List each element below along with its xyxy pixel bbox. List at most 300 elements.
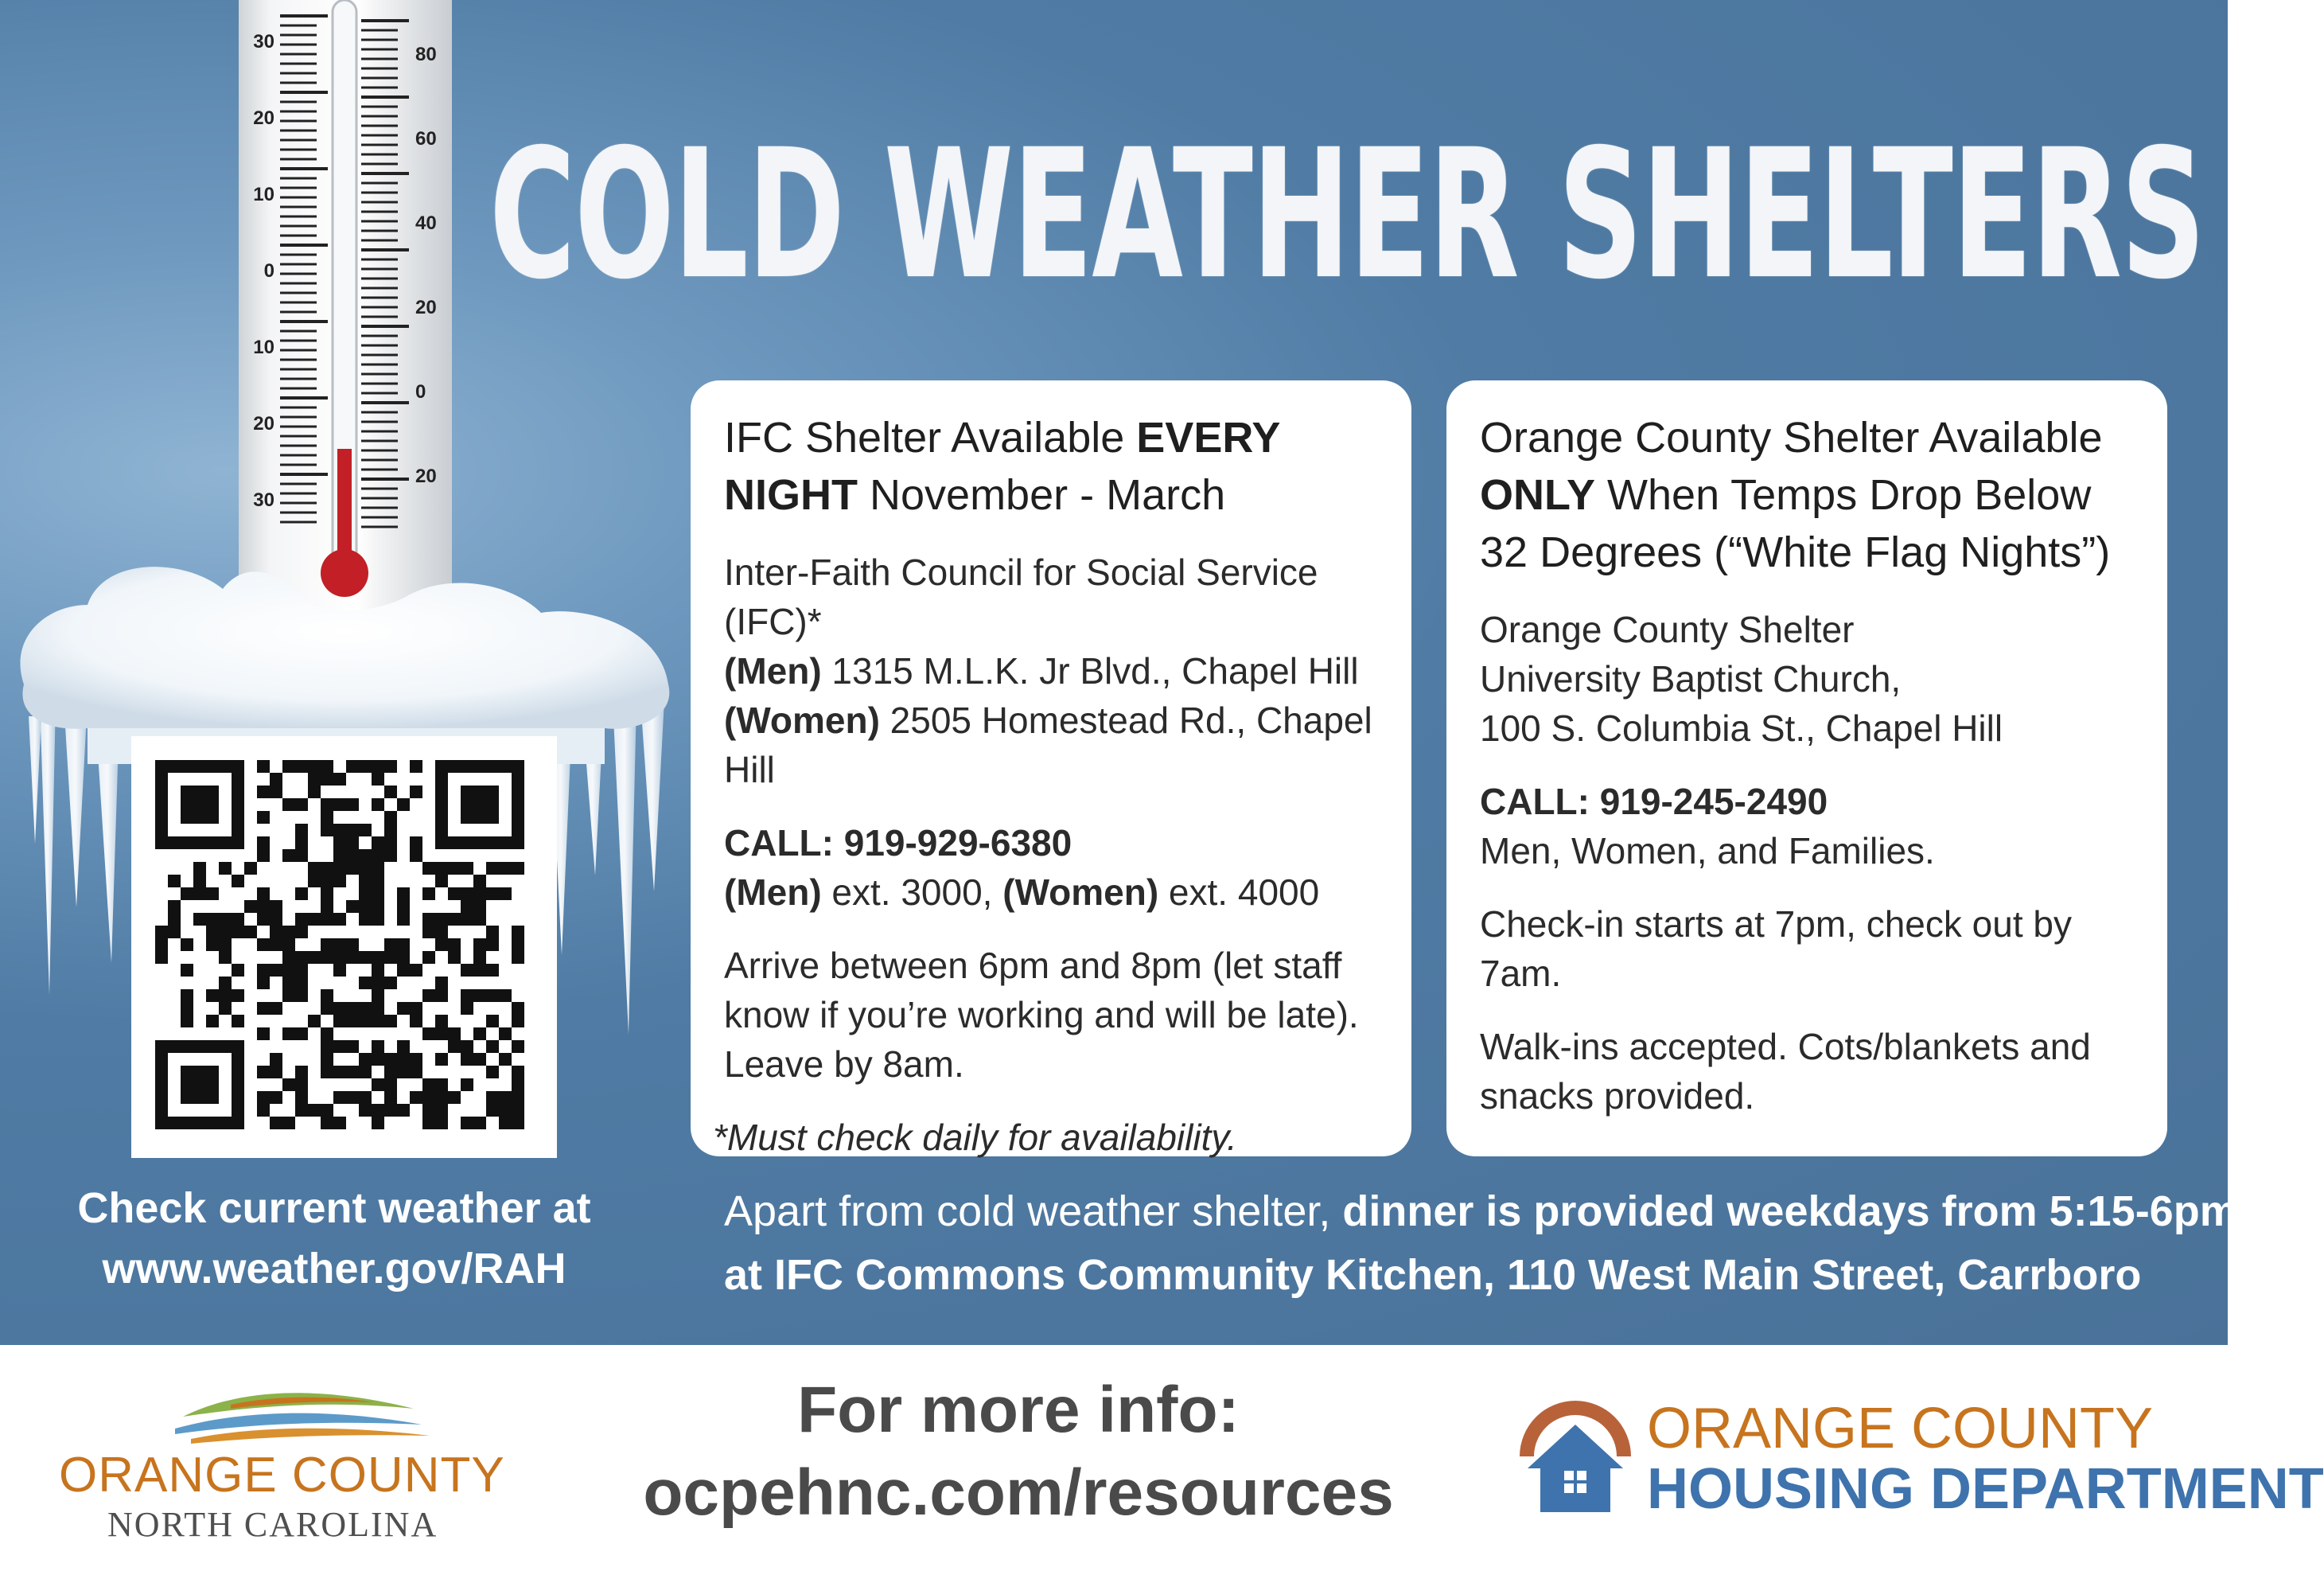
qr-module <box>512 1078 524 1091</box>
qr-module <box>372 849 384 862</box>
qr-module <box>257 1027 270 1040</box>
qr-module <box>372 951 384 964</box>
qr-module <box>461 900 473 913</box>
qr-module <box>257 1091 270 1104</box>
qr-module <box>346 1015 359 1027</box>
qr-module <box>346 1040 359 1053</box>
qr-module <box>397 1040 410 1053</box>
qr-module <box>512 938 524 951</box>
qr-module <box>168 900 181 913</box>
qr-module <box>384 977 397 989</box>
qr-module <box>295 1066 308 1078</box>
qr-module <box>321 1027 333 1040</box>
qr-module <box>282 951 295 964</box>
qr-module <box>422 926 435 938</box>
qr-module <box>321 773 333 786</box>
qr-module <box>206 887 219 900</box>
qr-module <box>295 1027 308 1040</box>
qr-module <box>359 900 372 913</box>
qr-module <box>499 1091 512 1104</box>
qr-module <box>397 1053 410 1066</box>
qr-module <box>232 964 244 977</box>
qr-module <box>410 1015 422 1027</box>
qr-module <box>359 760 372 773</box>
oc-call-number[interactable]: CALL: 919-245-2490 <box>1480 781 1828 822</box>
qr-module <box>346 824 359 836</box>
thermometer-scale-label: 10 <box>253 184 274 205</box>
qr-module <box>384 786 397 798</box>
qr-module <box>422 887 435 900</box>
qr-module <box>295 1104 308 1117</box>
qr-module <box>499 1053 512 1066</box>
qr-module <box>321 760 333 773</box>
ifc-phone: CALL: 919-929-6380 (Men) ext. 3000, (Women) ext. 4000 <box>724 822 1320 913</box>
qr-module <box>308 862 321 875</box>
qr-module <box>512 1015 524 1027</box>
orange-county-logo <box>48 1385 525 1544</box>
qr-module <box>181 1066 219 1104</box>
qr-module <box>219 989 232 1002</box>
qr-module <box>333 1066 346 1078</box>
qr-module <box>461 887 473 900</box>
qr-module <box>486 989 499 1002</box>
qr-module <box>193 887 206 900</box>
qr-module <box>346 1091 359 1104</box>
qr-module <box>486 1104 499 1117</box>
qr-module <box>410 849 422 862</box>
qr-module <box>512 1066 524 1078</box>
qr-module <box>410 1091 422 1104</box>
qr-module <box>346 836 359 849</box>
thermometer-scale-label: 0 <box>263 260 274 282</box>
ifc-card-heading: IFC Shelter Available EVERY NIGHT November - March <box>724 414 1280 519</box>
qr-module <box>372 760 384 773</box>
ifc-call-number[interactable]: CALL: 919-929-6380 <box>724 822 1072 864</box>
qr-module <box>257 977 270 989</box>
qr-module <box>244 862 257 875</box>
qr-module <box>372 1104 384 1117</box>
qr-module <box>448 1040 461 1053</box>
qr-module <box>473 989 486 1002</box>
qr-module <box>333 1040 346 1053</box>
qr-module <box>448 862 461 875</box>
qr-module <box>321 900 333 913</box>
qr-module <box>372 900 384 913</box>
oc-checkin: Check-in starts at 7pm, check out by 7am. <box>1480 903 2072 994</box>
qr-module <box>244 926 257 938</box>
qr-module <box>372 836 384 849</box>
qr-module <box>219 1002 232 1015</box>
qr-module <box>282 977 295 989</box>
qr-module <box>321 1117 333 1129</box>
qr-module <box>359 913 372 926</box>
qr-module <box>461 1078 473 1091</box>
qr-module <box>422 989 435 1002</box>
qr-module <box>282 1117 295 1129</box>
qr-module <box>372 1078 384 1091</box>
qr-module <box>282 798 295 811</box>
qr-module <box>333 875 346 887</box>
qr-module <box>295 836 308 849</box>
qr-module <box>372 798 384 811</box>
orange-county-name: ORANGE COUNTY <box>59 1448 505 1503</box>
qr-module <box>397 951 410 964</box>
qr-module <box>512 1117 524 1129</box>
qr-module <box>473 875 486 887</box>
qr-module <box>232 1015 244 1027</box>
qr-module <box>384 760 397 773</box>
qr-module <box>461 1002 473 1015</box>
qr-module <box>448 938 461 951</box>
qr-module <box>499 887 512 900</box>
qr-module <box>282 849 295 862</box>
qr-module <box>206 926 219 938</box>
qr-module <box>422 913 435 926</box>
qr-module <box>461 964 473 977</box>
qr-module <box>295 824 308 836</box>
qr-module <box>282 1027 295 1040</box>
weather-url[interactable]: www.weather.gov/RAH <box>102 1245 566 1292</box>
oc-address: Orange County Shelter University Baptist Church, 100 S. Columbia St., Chapel Hill <box>1480 609 2003 749</box>
qr-module <box>321 989 333 1002</box>
qr-module <box>359 824 372 836</box>
qr-module <box>473 887 486 900</box>
qr-module <box>321 887 333 900</box>
oc-phone: CALL: 919-245-2490 Men, Women, and Families. <box>1480 781 1935 871</box>
qr-module <box>206 1015 219 1027</box>
qr-module <box>422 1091 435 1104</box>
qr-module <box>486 1040 499 1053</box>
qr-module <box>473 938 486 951</box>
qr-module <box>270 1117 282 1129</box>
qr-module <box>435 862 448 875</box>
qr-module <box>461 913 473 926</box>
qr-module <box>308 951 321 964</box>
qr-module <box>257 900 270 913</box>
qr-module <box>257 913 270 926</box>
weather-link-text: Check current weather at www.weather.gov/RAH <box>48 1178 621 1299</box>
thermometer-scale-label: 80 <box>415 44 437 65</box>
qr-module <box>448 887 461 900</box>
qr-module <box>168 926 181 938</box>
qr-module <box>206 989 219 1002</box>
qr-module <box>346 798 359 811</box>
qr-module <box>270 913 282 926</box>
qr-module <box>333 938 346 951</box>
qr-module <box>346 760 359 773</box>
qr-module <box>270 938 282 951</box>
qr-module <box>321 798 333 811</box>
qr-module <box>206 938 219 951</box>
thermometer-scale-label: 30 <box>253 31 274 53</box>
qr-module <box>333 824 346 836</box>
qr-module <box>295 1091 308 1104</box>
qr-module <box>232 875 244 887</box>
qr-module <box>422 862 435 875</box>
qr-module <box>333 1015 346 1027</box>
qr-module <box>295 849 308 862</box>
qr-module <box>461 1117 473 1129</box>
qr-module <box>397 900 410 913</box>
qr-module <box>181 1002 193 1015</box>
qr-module <box>410 1002 422 1015</box>
oc-card-heading: Orange County Shelter Available ONLY When Temps Drop Below 32 Degrees (“White Flag Nights”) <box>1480 414 2111 576</box>
qr-module <box>486 1015 499 1027</box>
qr-module <box>346 938 359 951</box>
qr-module <box>486 926 499 938</box>
qr-module <box>372 1015 384 1027</box>
qr-module <box>384 1078 397 1091</box>
qr-module <box>219 938 232 951</box>
thermometer-scale-label: 20 <box>253 107 274 129</box>
qr-module <box>499 1027 512 1040</box>
qr-module <box>397 798 410 811</box>
qr-module <box>410 1053 422 1066</box>
qr-module <box>295 964 308 977</box>
qr-module <box>384 1066 397 1078</box>
north-carolina-name: NORTH CAROLINA <box>107 1505 438 1544</box>
qr-module <box>321 951 333 964</box>
qr-module <box>448 1091 461 1104</box>
more-info: For more info: ocpehnc.com/resources <box>636 1369 1400 1534</box>
qr-code[interactable] <box>131 736 557 1158</box>
qr-module <box>270 1002 282 1015</box>
qr-module <box>435 1053 448 1066</box>
qr-module <box>257 964 270 977</box>
qr-module <box>359 1053 372 1066</box>
qr-module <box>257 1066 270 1078</box>
qr-module <box>512 1002 524 1015</box>
qr-module <box>321 1002 333 1015</box>
qr-module <box>422 1104 435 1117</box>
qr-module <box>295 887 308 900</box>
ifc-availability-note: *Must check daily for availability. <box>713 1117 1237 1158</box>
qr-module <box>193 913 206 926</box>
qr-module <box>257 811 270 824</box>
qr-module <box>422 951 435 964</box>
qr-module <box>372 913 384 926</box>
qr-module <box>397 887 410 900</box>
qr-module <box>295 926 308 938</box>
qr-module <box>372 862 384 875</box>
qr-module <box>384 1091 397 1104</box>
qr-module <box>219 862 232 875</box>
qr-module <box>257 849 270 862</box>
qr-module <box>512 1104 524 1117</box>
qr-module <box>384 1104 397 1117</box>
qr-module <box>435 1091 448 1104</box>
qr-module <box>321 1040 333 1053</box>
qr-module <box>359 1002 372 1015</box>
qr-module <box>282 989 295 1002</box>
qr-module <box>372 1002 384 1015</box>
qr-module <box>257 1002 270 1015</box>
qr-module <box>232 926 244 938</box>
qr-module <box>333 1117 346 1129</box>
qr-module <box>435 1104 448 1117</box>
qr-module <box>295 989 308 1002</box>
qr-module <box>270 1066 282 1078</box>
qr-module <box>308 1015 321 1027</box>
thermometer-scale-label: 20 <box>415 466 437 487</box>
qr-module <box>499 1104 512 1117</box>
qr-module <box>359 875 372 887</box>
qr-module <box>512 862 524 875</box>
qr-module <box>384 836 397 849</box>
qr-module <box>435 913 448 926</box>
qr-module <box>295 760 308 773</box>
qr-module <box>282 1078 295 1091</box>
qr-module <box>282 938 295 951</box>
qr-module <box>448 913 461 926</box>
qr-module <box>282 964 295 977</box>
qr-module <box>295 798 308 811</box>
qr-module <box>486 1066 499 1078</box>
qr-module <box>410 836 422 849</box>
qr-module <box>270 964 282 977</box>
qr-module <box>168 913 181 926</box>
thermometer-scale-label: 10 <box>253 337 274 358</box>
qr-module <box>473 1027 486 1040</box>
qr-module <box>435 977 448 989</box>
qr-module <box>219 913 232 926</box>
qr-module <box>321 862 333 875</box>
qr-module <box>486 862 499 875</box>
qr-module <box>359 951 372 964</box>
qr-module <box>155 938 168 951</box>
qr-module <box>359 1091 372 1104</box>
housing-logo-county: ORANGE COUNTY <box>1647 1397 2154 1460</box>
qr-module <box>308 875 321 887</box>
qr-module <box>461 1040 473 1053</box>
qr-module <box>270 786 282 798</box>
qr-module <box>219 951 232 964</box>
qr-module <box>333 849 346 862</box>
qr-module <box>257 887 270 900</box>
qr-module <box>181 938 193 951</box>
qr-module <box>155 926 168 938</box>
qr-module <box>219 926 232 938</box>
qr-module <box>359 849 372 862</box>
oc-walkins: Walk-ins accepted. Cots/blankets and snacks provided. <box>1480 1026 2091 1117</box>
qr-module <box>321 1053 333 1066</box>
qr-module <box>346 1066 359 1078</box>
qr-module <box>359 862 372 875</box>
qr-module <box>422 1117 435 1129</box>
qr-module <box>397 1066 410 1078</box>
page-title: COLD WEATHER SHELTERS <box>489 111 2205 318</box>
qr-module <box>512 1040 524 1053</box>
qr-module <box>282 926 295 938</box>
qr-module <box>333 773 346 786</box>
qr-module <box>435 1027 448 1040</box>
qr-module <box>346 862 359 875</box>
qr-module <box>295 913 308 926</box>
qr-module <box>346 951 359 964</box>
qr-module <box>359 977 372 989</box>
qr-module <box>181 1015 193 1027</box>
qr-module <box>473 900 486 913</box>
qr-module <box>435 938 448 951</box>
qr-module <box>270 900 282 913</box>
qr-module <box>397 1104 410 1117</box>
qr-module <box>346 1002 359 1015</box>
qr-module <box>372 1053 384 1066</box>
qr-module <box>435 1015 448 1027</box>
qr-module <box>257 760 270 773</box>
qr-module <box>333 1091 346 1104</box>
qr-module <box>321 875 333 887</box>
ifc-shelter-card <box>691 380 1411 1156</box>
qr-module <box>448 951 461 964</box>
qr-module <box>486 887 499 900</box>
qr-module <box>512 926 524 938</box>
qr-module <box>410 760 422 773</box>
qr-module <box>295 1078 308 1091</box>
qr-module <box>461 786 499 824</box>
qr-module <box>422 1027 435 1040</box>
thermometer-scale-label: 40 <box>415 212 437 234</box>
qr-module <box>435 989 448 1002</box>
qr-module <box>168 875 181 887</box>
qr-module <box>372 1117 384 1129</box>
housing-logo-department: HOUSING DEPARTMENT <box>1647 1457 2324 1521</box>
qr-module <box>270 1091 282 1104</box>
ifc-addresses: Inter-Faith Council for Social Service (IFC)* (Men) 1315 M.L.K. Jr Blvd., Chapel Hill (Women) 2505 Homestead Rd., Chapel Hill <box>724 552 1372 790</box>
qr-module <box>512 951 524 964</box>
housing-department-logo <box>1512 1385 2324 1544</box>
thermometer-scale-label: 0 <box>415 381 426 403</box>
qr-module <box>359 887 372 900</box>
qr-module <box>308 786 321 798</box>
qr-module <box>397 964 410 977</box>
qr-module <box>282 760 295 773</box>
qr-module <box>193 862 206 875</box>
qr-module <box>384 811 397 824</box>
qr-module <box>181 887 193 900</box>
more-info-url[interactable]: ocpehnc.com/resources <box>643 1456 1394 1529</box>
qr-module <box>270 1053 282 1066</box>
orange-county-shelter-card <box>1446 380 2167 1156</box>
qr-module <box>257 786 270 798</box>
qr-module <box>244 900 257 913</box>
qr-module <box>384 824 397 836</box>
qr-module <box>372 989 384 1002</box>
qr-module <box>359 1015 372 1027</box>
qr-module <box>512 1091 524 1104</box>
qr-module <box>308 760 321 773</box>
qr-module <box>384 849 397 862</box>
thermometer-scale-label: 20 <box>253 413 274 435</box>
qr-module <box>410 964 422 977</box>
qr-module <box>308 913 321 926</box>
qr-module <box>372 977 384 989</box>
qr-module <box>435 926 448 938</box>
qr-module <box>422 1078 435 1091</box>
qr-module <box>384 951 397 964</box>
qr-module <box>372 875 384 887</box>
qr-module <box>473 1117 486 1129</box>
qr-module <box>397 938 410 951</box>
qr-module <box>372 773 384 786</box>
qr-module <box>257 1104 270 1117</box>
qr-module <box>359 1104 372 1117</box>
house-icon <box>1512 1393 1639 1520</box>
qr-module <box>333 798 346 811</box>
qr-module <box>333 913 346 926</box>
qr-module <box>384 938 397 951</box>
qr-module <box>473 913 486 926</box>
